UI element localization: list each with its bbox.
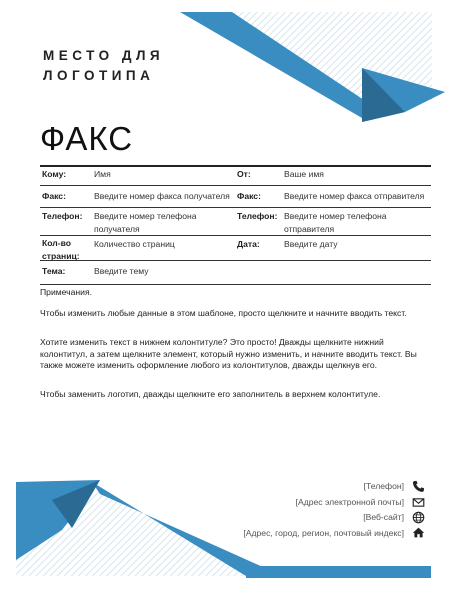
phone-label: Телефон: xyxy=(42,211,83,221)
logo-placeholder[interactable] xyxy=(43,46,164,86)
pages-label-line-2: страниц: xyxy=(42,251,80,261)
phone-icon xyxy=(412,480,425,493)
divider xyxy=(40,260,431,261)
phone-from-label: Телефон: xyxy=(237,211,278,221)
page-title: ФАКС xyxy=(40,120,134,157)
logo-line-2: ЛОГОТИПА xyxy=(43,68,155,83)
notes-paragraph-2[interactable]: Хотите изменить текст в нижнем колонтитуле? Это просто! Дважды щелкните нижний колонтитул, а затем щелкните элемент, который нужно изменить, и начните вводить текст. Вы также можете изменить оформление любого из колонтитулов, дважды щелкнув его. xyxy=(40,337,417,370)
phone-field-line-1: Введите номер телефона xyxy=(94,211,197,221)
fax-from-label: Факс: xyxy=(237,191,261,201)
phone-from-field-line-2: отправителя xyxy=(284,224,335,234)
phone-field[interactable] xyxy=(94,210,197,236)
phone-from-field-line-1: Введите номер телефона xyxy=(284,211,387,221)
divider xyxy=(40,185,431,186)
subject-label: Тема: xyxy=(42,266,66,276)
to-field[interactable]: Имя xyxy=(94,169,111,179)
home-icon xyxy=(412,526,425,539)
logo-line-1: МЕСТО ДЛЯ xyxy=(43,48,165,63)
phone-field-line-2: получателя xyxy=(94,224,140,234)
notes-paragraph-1[interactable]: Чтобы изменить любые данные в этом шаблоне, просто щелкните и начните вводить текст. xyxy=(40,308,407,318)
contact-website[interactable]: [Веб-сайт] xyxy=(363,512,404,522)
fax-from-field[interactable]: Введите номер факса отправителя xyxy=(284,191,425,201)
globe-icon xyxy=(412,511,425,524)
divider xyxy=(40,284,431,285)
date-label: Дата: xyxy=(237,239,260,249)
contact-address[interactable]: [Адрес, город, регион, почтовый индекс] xyxy=(243,528,404,538)
divider xyxy=(40,165,431,167)
date-field[interactable]: Введите дату xyxy=(284,239,338,249)
pages-label-line-1: Кол-во xyxy=(42,238,72,248)
subject-field[interactable]: Введите тему xyxy=(94,266,149,276)
notes-heading: Примечания. xyxy=(40,287,93,297)
contact-email[interactable]: [Адрес электронной почты] xyxy=(295,497,404,507)
pages-field[interactable]: Количество страниц xyxy=(94,239,175,249)
fax-label: Факс: xyxy=(42,191,66,201)
envelope-icon xyxy=(412,496,425,509)
from-label: От: xyxy=(237,169,251,179)
notes-paragraph-3[interactable]: Чтобы заменить логотип, дважды щелкните его заполнитель в верхнем колонтитуле. xyxy=(40,389,381,399)
phone-from-field[interactable] xyxy=(284,210,387,236)
contact-phone[interactable]: [Телефон] xyxy=(363,481,404,491)
to-label: Кому: xyxy=(42,169,67,179)
fax-field[interactable]: Введите номер факса получателя xyxy=(94,191,230,201)
divider xyxy=(40,207,431,208)
from-field[interactable]: Ваше имя xyxy=(284,169,324,179)
pages-label xyxy=(42,237,80,263)
